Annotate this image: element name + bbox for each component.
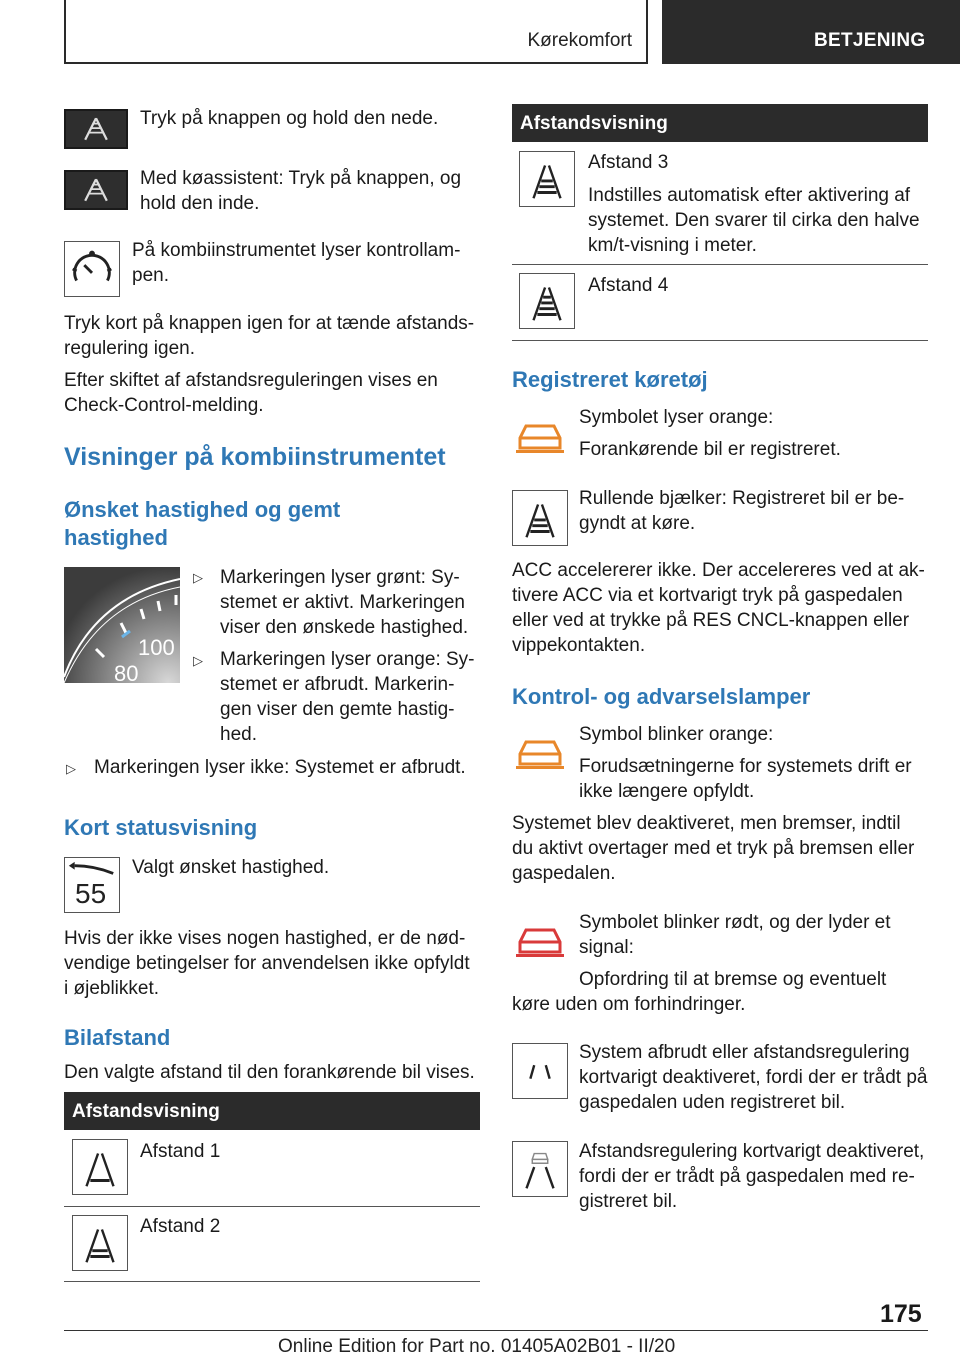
acc-with-car-icon [512, 1141, 568, 1197]
bullet-2-line-2: stemet er afbrudt. Markerin‐ [220, 674, 455, 695]
text-koassistent-1: Med køassistent: Tryk på knappen, og [140, 168, 462, 189]
text-afstand-3: Afstand 3 [588, 152, 669, 173]
text-afbrudt-1: System afbrudt eller afstandsregulering [579, 1042, 910, 1063]
heading-onsket-1: Ønsket hastighed og gemt [64, 497, 341, 522]
text-rullende-1: Rullende bjælker: Registreret bil er be‐ [579, 488, 905, 509]
set-speed-icon [64, 857, 120, 913]
text-hvis-der-3: i øjeblikket. [64, 978, 160, 999]
heading-kort-status: Kort statusvisning [64, 815, 258, 840]
bullet-2-line-1: Markeringen lyser orange: Sy‐ [220, 649, 475, 670]
header-section-box [64, 0, 648, 64]
heading-onsket-2: hastighed [64, 525, 168, 550]
text-afstand-3-desc-1: Indstilles automatisk efter aktivering af [588, 185, 911, 206]
text-acc-1: ACC accelererer ikke. Der accelereres ved at ak‐ [512, 560, 925, 581]
text-afstand-3-desc-2: systemet. Den svarer til cirka den halve [588, 210, 920, 231]
gauge-label-100: 100 [138, 635, 175, 660]
car-red-icon [512, 922, 568, 962]
page-number: 175 [880, 1300, 922, 1328]
heading-visninger: Visninger på kombiinstrumentet [64, 443, 446, 471]
text-hvis-der-2: vendige betingelser for anvendelsen ikke opfyldt [64, 953, 470, 974]
bullet-marker: ▷ [193, 570, 203, 585]
text-tryk-kort-1: Tryk kort på knappen igen for at tænde afstands‐ [64, 313, 475, 334]
car-orange-icon [512, 734, 568, 774]
footer-edition: Online Edition for Part no. 01405A02B01 - II/20 [278, 1336, 676, 1357]
text-kortvarigt-1: Afstandsregulering kortvarigt deaktiveret, [579, 1141, 925, 1162]
text-kontrollampe-2: pen. [132, 265, 169, 286]
gauge-label-80: 80 [114, 661, 139, 683]
table-header-label: Afstandsvisning [520, 113, 668, 134]
text-deaktiveret-2: du aktivt overtager med et tryk på bremsen eller [512, 838, 915, 859]
table-header-left [64, 1092, 480, 1130]
car-orange-icon [512, 418, 568, 458]
acc-interrupted-icon [512, 1043, 568, 1099]
text-koassistent-2: hold den inde. [140, 193, 260, 214]
text-blinker-rodt-1: Symbolet blinker rødt, og der lyder et [579, 912, 891, 933]
bullet-1-line-2: stemet er aktivt. Markeringen [220, 592, 465, 613]
text-hvis-der-1: Hvis der ikke vises nogen hastighed, er de nød‐ [64, 928, 466, 949]
text-symbol-blinker-orange: Symbol blinker orange: [579, 724, 774, 745]
text-afstand-1: Afstand 1 [140, 1141, 221, 1162]
set-speed-value: 55 [75, 878, 107, 909]
table-divider [512, 264, 928, 265]
text-kortvarigt-3: gistreret bil. [579, 1191, 678, 1212]
header-section-title: Kørekomfort [527, 30, 632, 51]
text-forudsaetninger-1: Forudsætningerne for systemets drift er [579, 756, 912, 777]
text-acc-2: tivere ACC via et kortvarigt tryk på gaspedalen [512, 585, 903, 606]
text-forankorende: Forankørende bil er registreret. [579, 439, 841, 460]
text-acc-4: vippekontakten. [512, 635, 646, 656]
distance-2-icon [72, 1215, 128, 1271]
table-divider [64, 1206, 480, 1207]
table-divider [64, 1281, 480, 1282]
rolling-bars-icon [512, 490, 568, 546]
footer-divider [64, 1330, 928, 1331]
header-chapter-box [662, 0, 960, 64]
text-rullende-2: gyndt at køre. [579, 513, 696, 534]
acc-button-icon-2 [64, 170, 128, 210]
distance-1-icon [72, 1139, 128, 1195]
text-acc-3: eller ved at trykke på RES CNCL-knappen eller [512, 610, 910, 631]
bullet-2-line-4: hed. [220, 724, 257, 745]
bullet-3: Markeringen lyser ikke: Systemet er afbrudt. [94, 757, 466, 778]
text-afstand-3-desc-3: km/t-visning i meter. [588, 235, 757, 256]
text-opfordring-2: køre uden om forhindringer. [512, 994, 746, 1015]
bullet-marker: ▷ [193, 653, 203, 668]
text-valgt-hastighed: Valgt ønsket hastighed. [132, 857, 330, 878]
text-deaktiveret-1: Systemet blev deaktiveret, men bremser, indtil [512, 813, 901, 834]
bullet-2-line-3: gen viser den gemte hastig‐ [220, 699, 455, 720]
table-header-label: Afstandsvisning [72, 1101, 220, 1122]
text-kontrollampe-1: På kombiinstrumentet lyser kontrollam‐ [132, 240, 461, 261]
text-afbrudt-3: gaspedalen uden registreret bil. [579, 1092, 846, 1113]
text-tryk-kort-2: regulering igen. [64, 338, 195, 359]
header-chapter-title: BETJENING [814, 30, 926, 51]
heading-bilafstand: Bilafstand [64, 1025, 171, 1050]
speedometer-gauge-image [64, 567, 180, 683]
table-divider [512, 340, 928, 341]
speedometer-icon [64, 241, 120, 297]
text-opfordring-1: Opfordring til at bremse og eventuelt [579, 969, 887, 990]
text-kortvarigt-2: fordi der er trådt på gaspedalen med re‐ [579, 1166, 915, 1187]
text-efter-skiftet-2: Check-Control-melding. [64, 395, 264, 416]
text-forudsaetninger-2: ikke længere opfyldt. [579, 781, 755, 802]
text-symbol-orange: Symbolet lyser orange: [579, 407, 774, 428]
text-afbrudt-2: kortvarigt deaktiveret, fordi der er trådt på [579, 1067, 928, 1088]
text-tryk-hold: Tryk på knappen og hold den nede. [140, 108, 439, 129]
text-bilafstand: Den valgte afstand til den forankørende bil vises. [64, 1062, 475, 1083]
acc-button-icon [64, 109, 128, 149]
text-afstand-4: Afstand 4 [588, 275, 669, 296]
text-efter-skiftet-1: Efter skiftet af afstandsreguleringen vises en [64, 370, 438, 391]
bullet-marker: ▷ [66, 761, 76, 776]
table-header-right [512, 104, 928, 142]
text-deaktiveret-3: gaspedalen. [512, 863, 616, 884]
distance-4-icon [519, 273, 575, 329]
bullet-1-line-1: Markeringen lyser grønt: Sy‐ [220, 567, 460, 588]
distance-3-icon [519, 151, 575, 207]
heading-registreret: Registreret køretøj [512, 367, 708, 392]
heading-kontrol: Kontrol- og advarselslamper [512, 684, 811, 709]
text-blinker-rodt-2: signal: [579, 937, 634, 958]
bullet-1-line-3: viser den ønskede hastighed. [220, 617, 469, 638]
text-afstand-2: Afstand 2 [140, 1216, 221, 1237]
